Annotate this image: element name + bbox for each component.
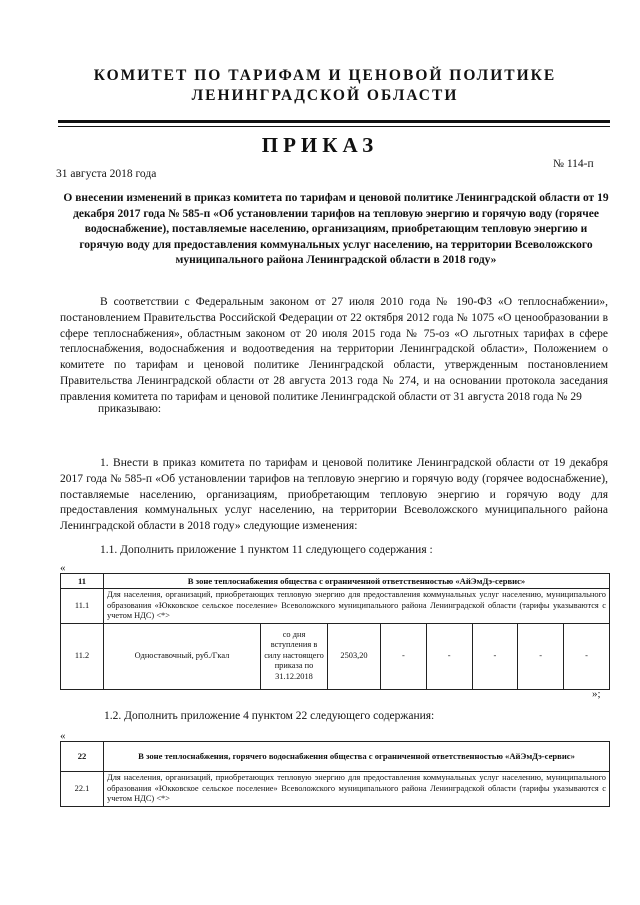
order-number: № 114-п: [553, 158, 594, 170]
tariff-table-appendix-4: [60, 741, 610, 807]
orders-word: приказываю:: [98, 403, 162, 415]
open-quote-1: «: [60, 562, 66, 574]
table-row: [61, 742, 610, 772]
table-cell: -: [426, 623, 472, 689]
table-cell: Для населения, организаций, приобретающих тепловую энергию для предоставления коммунальных услуг населению, муниципального образования «Юкковское сельское поселение» Всеволожского муниципального района Ленинградской области (тарифы указываются с учетом НДС) <*>: [104, 589, 610, 624]
table-row: [61, 589, 610, 624]
table-row: [61, 623, 610, 689]
order-date: 31 августа 2018 года: [56, 168, 157, 180]
table-cell: 22: [61, 742, 104, 772]
preamble-paragraph: В соответствии с Федеральным законом от 27 июля 2010 года № 190-ФЗ «О теплоснабжении», постановлением Правительства Российской Федерации от 22 октября 2012 года № 1075 «О ценообразовании в сфере теплоснабжения», областным законом от 20 июля 2015 года № 75-оз «О льготных тарифах в сфере теплоснабжения, водоснабжения и водоотведения на территории Ленинградской области», Положением о комитете по тарифам и ценовой политике Ленинградской области, утвержденным постановлением Правительства Ленинградской области от 28 августа 2013 года № 274, и на основании протокола заседания правления комитета по тарифам и ценовой политике Ленинградской области от 31 августа 2018 года № 29: [60, 296, 608, 403]
table-cell: 11.2: [61, 623, 104, 689]
tariff-table-appendix-1: [60, 573, 610, 690]
issuer-line-2: ЛЕНИНГРАДСКОЙ ОБЛАСТИ: [191, 87, 459, 104]
table-cell: 11: [61, 574, 104, 589]
table-row: [61, 772, 610, 807]
table-cell: -: [381, 623, 427, 689]
table-row: [61, 574, 610, 589]
table-cell: Для населения, организаций, приобретающих тепловую энергию для предоставления коммунальных услуг населению, муниципального образования «Юкковское сельское поселение» Всеволожского муниципального района Ленинградской области (тарифы указываются с учетом НДС) <*>: [104, 772, 610, 807]
table-cell: 22.1: [61, 772, 104, 807]
header-rule-thick: [58, 120, 610, 123]
table-cell: 11.1: [61, 589, 104, 624]
table-cell: Одноставочный, руб./Гкал: [104, 623, 261, 689]
table-heading-cell: В зоне теплоснабжения общества с ограниченной ответственностью «АйЭмДэ-сервис»: [104, 574, 610, 589]
item-1-paragraph: 1. Внести в приказ комитета по тарифам и ценовой политике Ленинградской области от 19 декабря 2017 года № 585-п «Об установлении тарифов на тепловую энергию и горячую воду (горячее водоснабжение), поставляемые населению, организациям, приобретающим тепловую энергию и горячую воду для предоставления коммунальных услуг населению, на территории Всеволожского муниципального района Ленинградской области в 2018 году» следующие изменения:: [60, 457, 608, 533]
header-rule-thin: [58, 126, 610, 127]
table-cell: 2503,20: [328, 623, 381, 689]
table-cell: со дня вступления в силу настоящего приказа по 31.12.2018: [261, 623, 328, 689]
order-title: ПРИКАЗ: [261, 133, 379, 157]
table-cell: -: [472, 623, 518, 689]
table-cell: -: [564, 623, 610, 689]
issuer-heading: [90, 66, 560, 106]
open-quote-2: «: [60, 730, 66, 742]
table-cell: -: [518, 623, 564, 689]
issuer-line-1: КОМИТЕТ ПО ТАРИФАМ И ЦЕНОВОЙ ПОЛИТИКЕ: [93, 67, 557, 84]
item-1-1-paragraph: 1.1. Дополнить приложение 1 пунктом 11 следующего содержания :: [100, 544, 433, 556]
item-1-2-paragraph: 1.2. Дополнить приложение 4 пунктом 22 следующего содержания:: [104, 710, 435, 722]
close-quote: »;: [592, 688, 601, 700]
table-heading-cell: В зоне теплоснабжения, горячего водоснабжения общества с ограниченной ответственностью «АйЭмДэ-сервис»: [104, 742, 610, 772]
order-subject: О внесении изменений в приказ комитета по тарифам и ценовой политике Ленинградской области от 19 декабря 2017 года № 585-п «Об установлении тарифов на тепловую энергию и горячую воду (горячее водоснабжение), поставляемые населению, организациям, приобретающим тепловую энергию и горячую воду для предоставления коммунальных услуг населению, на территории Всеволожского муниципального района Ленинградской области в 2018 году»: [63, 192, 609, 267]
